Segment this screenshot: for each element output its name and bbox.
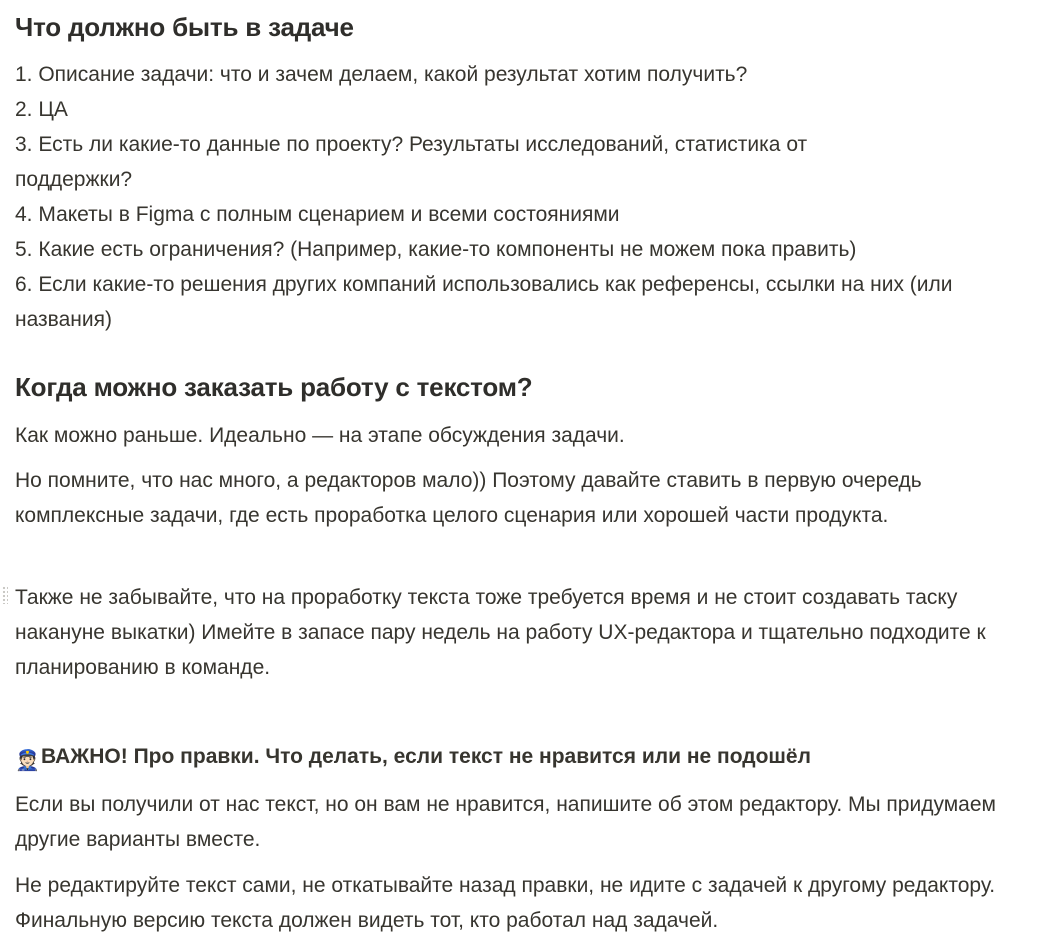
paragraph: Но помните, что нас много, а редакторов мало)) Поэтому давайте ставить в первую очередь комплексные задачи, где есть проработка целого сценария или хорошей части продукта.	[15, 469, 922, 527]
paragraph: Не редактируйте текст сами, не откатывайте назад правки, не идите с задачей к другому редактору. Финальную версию текста должен видеть тот, кто работал над задачей.	[15, 874, 996, 932]
paragraph: Как можно раньше. Идеально — на этапе обсуждения задачи.	[15, 424, 625, 447]
list-item: 3. Есть ли какие-то данные по проекту? Результаты исследований, статистика от поддержки?	[15, 133, 808, 191]
heading-when-to-order: Когда можно заказать работу с текстом?	[15, 372, 533, 402]
drag-handle-icon[interactable]	[2, 586, 8, 604]
heading-task-contents: Что должно быть в задаче	[15, 12, 354, 42]
list-item: 2. ЦА	[15, 98, 68, 121]
list-item: 5. Какие есть ограничения? (Например, какие-то компоненты не можем пока править)	[15, 238, 857, 261]
heading-important-edits	[15, 742, 811, 772]
paragraph: Также не забывайте, что на проработку текста тоже требуется время и не стоит создавать таску накануне выкатки) Имейте в запасе пару недель на работу UX-редактора и тщательно подходите к планированию в команде.	[15, 586, 986, 679]
list-item: 1. Описание задачи: что и зачем делаем, какой результат хотим получить?	[15, 63, 748, 86]
heading-text: ВАЖНО! Про правки. Что делать, если текст не нравится или не подошёл	[41, 745, 811, 768]
paragraph: Если вы получили от нас текст, но он вам не нравится, напишите об этом редактору. Мы придумаем другие варианты вместе.	[15, 793, 996, 851]
police-officer-icon: 👮🏻	[15, 750, 40, 772]
list-item: 6. Если какие-то решения других компаний использовались как референсы, ссылки на них (или названия)	[15, 273, 953, 331]
list-item: 4. Макеты в Figma с полным сценарием и всеми состояниями	[15, 203, 620, 226]
